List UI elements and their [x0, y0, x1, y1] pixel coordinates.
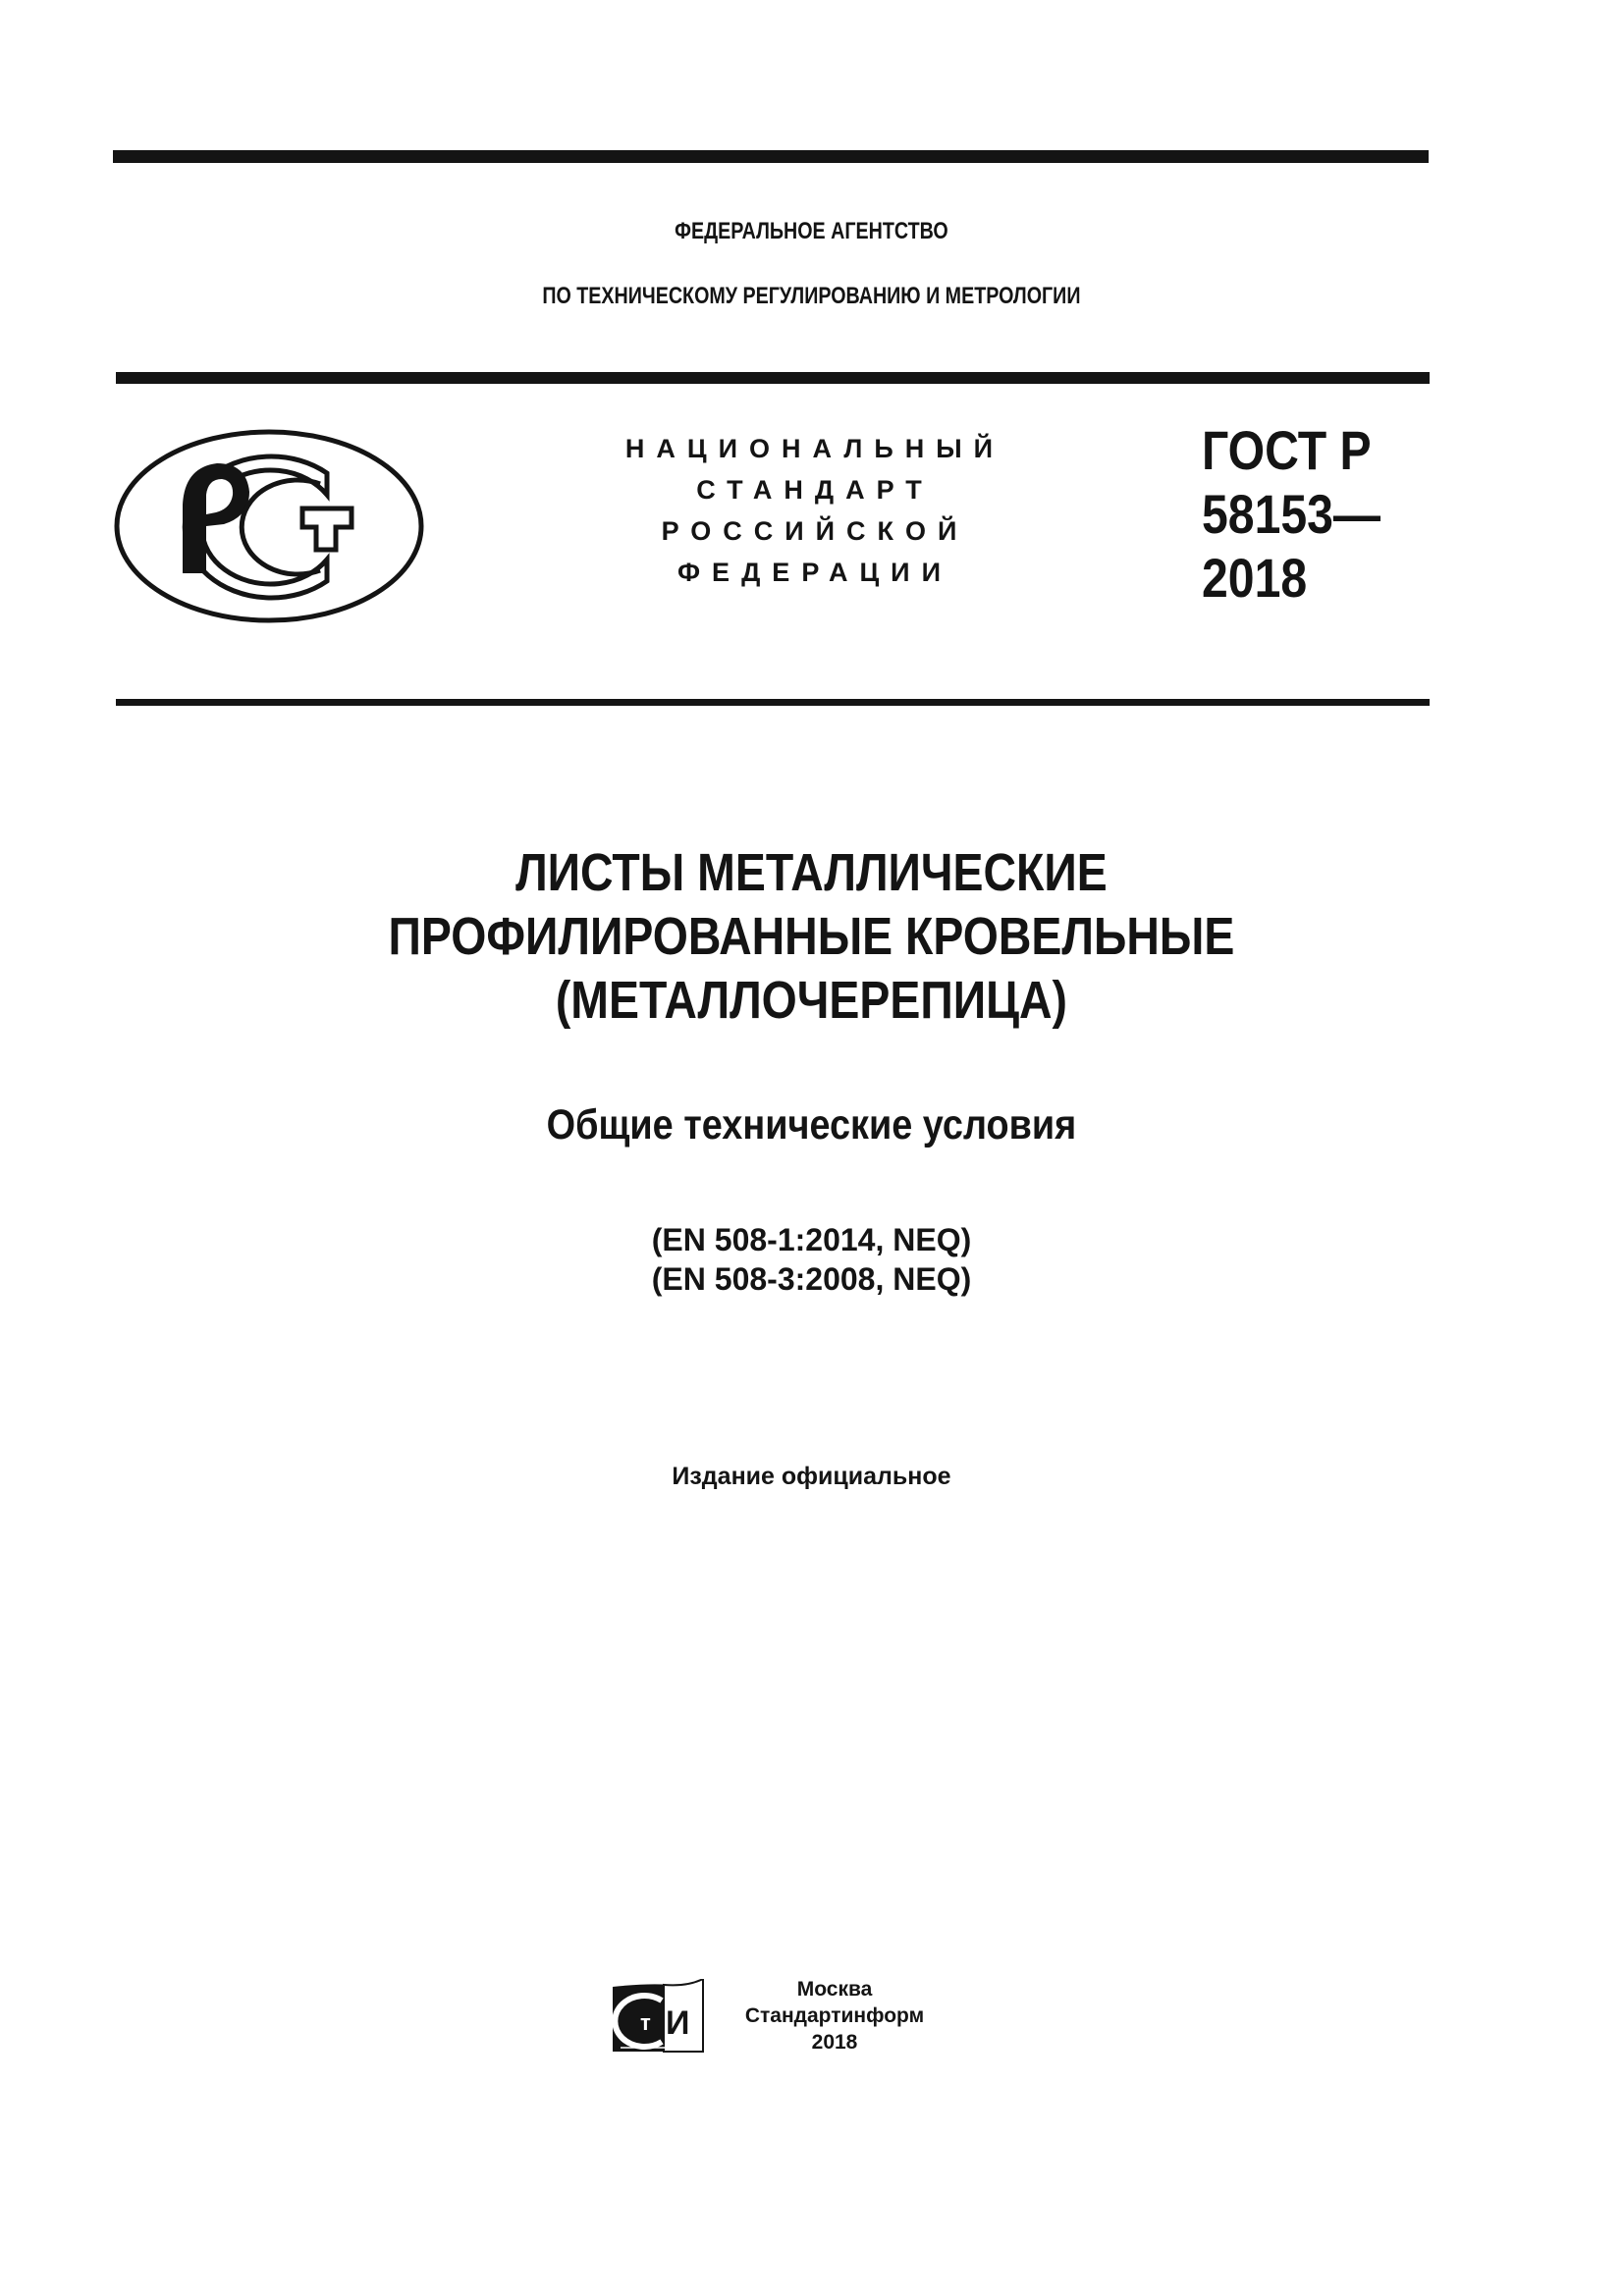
gost-line: 2018 [1202, 547, 1308, 609]
national-line: СТАНДАРТ [696, 475, 934, 505]
svg-text:т: т [640, 2010, 651, 2035]
standard-block-bottom-rule [116, 699, 1430, 706]
publisher-name: Стандартинформ [744, 2004, 925, 2027]
publisher-info [722, 1976, 947, 2056]
reference-line: (EN 508-3:2008, NEQ) [651, 1261, 972, 1297]
title-line: (МЕТАЛЛОЧЕРЕПИЦА) [555, 971, 1068, 1030]
agency-name-line2: ПО ТЕХНИЧЕСКОМУ РЕГУЛИРОВАНИЮ И МЕТРОЛОГИИ [542, 283, 1081, 309]
title-line: ПРОФИЛИРОВАННЫЕ КРОВЕЛЬНЫЕ [388, 907, 1235, 966]
standartinform-logo-icon [611, 1979, 705, 2056]
top-rule [113, 150, 1429, 163]
document-subtitle: Общие технические условия [546, 1101, 1077, 1148]
publisher-year: 2018 [811, 2031, 858, 2054]
edition-label: Издание официальное [672, 1463, 951, 1490]
reference-line: (EN 508-1:2014, NEQ) [651, 1222, 972, 1257]
publisher-city: Москва [796, 1978, 873, 2001]
national-line: РОССИЙСКОЙ [661, 516, 969, 546]
title-line: ЛИСТЫ МЕТАЛЛИЧЕСКИЕ [515, 843, 1108, 902]
national-standard-label [589, 428, 1041, 593]
svg-text:И: И [666, 2004, 690, 2042]
gost-line: 58153— [1202, 483, 1381, 545]
harmonization-references [0, 1220, 1623, 1299]
national-line: ФЕДЕРАЦИИ [677, 558, 952, 587]
national-line: НАЦИОНАЛЬНЫЙ [624, 434, 1005, 463]
gost-designation [1202, 418, 1380, 610]
header-divider-rule [116, 372, 1430, 384]
gost-line: ГОСТ Р [1202, 419, 1372, 481]
agency-name-line1: ФЕДЕРАЛЬНОЕ АГЕНТСТВО [675, 218, 948, 244]
rst-logo-icon [114, 428, 428, 626]
document-title [114, 841, 1510, 1033]
